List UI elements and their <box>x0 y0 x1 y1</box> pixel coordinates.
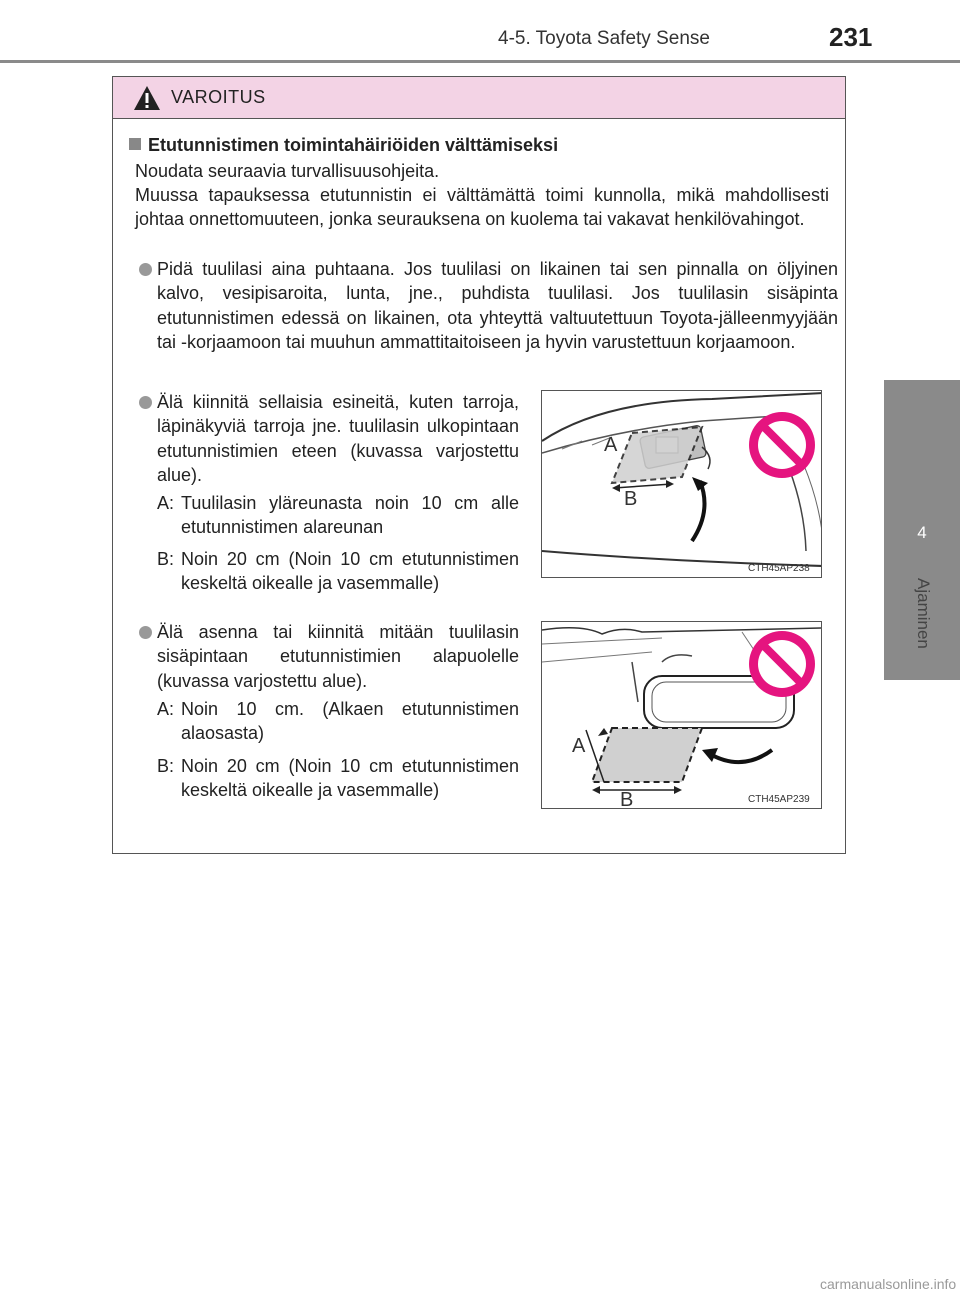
figure-label-a: A <box>604 434 618 456</box>
header-divider <box>0 60 960 63</box>
section-title: 4-5. Toyota Safety Sense <box>498 28 710 49</box>
warning-title: VAROITUS <box>171 87 266 107</box>
intro-line: Noudata seuraavia turvallisuusohjeita. <box>135 161 440 181</box>
figure-label-b: B <box>620 789 634 809</box>
figure-label-b: B <box>624 488 638 510</box>
figure-code: CTH45AP239 <box>748 794 810 805</box>
warning-heading-text: Etutunnistimen toimintahäiriöiden välttämiseksi <box>148 135 559 155</box>
area-a-text: Tuulilasin yläreunasta noin 10 cm alle etutunnistimen alareunan <box>181 493 519 538</box>
bullet-dot-icon <box>139 396 152 409</box>
area-a-description <box>157 491 519 540</box>
windshield-outside-illustration <box>542 391 822 578</box>
area-b-label: B: <box>157 756 175 776</box>
area-b-description <box>157 754 519 803</box>
area-b-text: Noin 20 cm (Noin 10 cm etutunnistimen keskeltä oikealle ja vasemmalle) <box>181 549 519 594</box>
square-bullet-icon <box>129 138 141 150</box>
watermark: carmanualsonline.info <box>820 1276 957 1292</box>
figure-windshield-outside <box>541 390 822 578</box>
page-number: 231 <box>829 22 873 52</box>
warning-box <box>112 76 846 854</box>
figure-label-a: A <box>572 735 586 757</box>
bullet-text-no-mounting: Älä asenna tai kiinnitä mitään tuulilasin sisäpintaan etutunnistimien alapuolelle (kuvassa varjostettu alue). <box>157 622 519 691</box>
area-b-description <box>157 547 519 596</box>
area-a-label: A: <box>157 493 175 513</box>
windshield-inside-illustration <box>542 622 822 809</box>
warning-heading <box>129 135 558 156</box>
bullet-dot-icon <box>139 626 152 639</box>
intro-paragraph: Muussa tapauksessa etutunnistin ei välttämättä toimi kunnolla, mikä mahdollisesti johtaa onnettomuuteen, jonka seurauksena on kuolema tai vakavat henkilövahingot. <box>135 185 829 230</box>
area-a-text: Noin 10 cm. (Alkaen etutunnistimen alaosasta) <box>181 699 519 744</box>
chapter-label: Ajaminen <box>914 578 933 649</box>
warning-triangle-icon <box>133 85 161 111</box>
area-b-label: B: <box>157 549 175 569</box>
bullet-dot-icon <box>139 263 152 276</box>
prohibition-sign-icon <box>749 631 815 697</box>
area-a-description <box>157 697 519 746</box>
area-a-label: A: <box>157 699 175 719</box>
bullet-text-clean-windshield: Pidä tuulilasi aina puhtaana. Jos tuulilasi on likainen tai sen pinnalla on öljyinen kalvo, vesipisaroita, lunta, jne., puhdista tuulilasi. Jos tuulilasin sisäpinta etutunnistimen edessä on likainen, ota yhteyttä valtuutettuun Toyota-jälleenmyyjään tai -korjaamoon tai muuhun ammattitaitoiseen ja hyvin varustettuun korjaamoon. <box>157 259 838 352</box>
prohibition-sign-icon <box>749 412 815 478</box>
warning-header <box>113 77 845 119</box>
figure-windshield-inside <box>541 621 822 809</box>
bullet-text-no-stickers: Älä kiinnitä sellaisia esineitä, kuten tarroja, läpinäkyviä tarroja jne. tuulilasin ulkopintaan etutunnistimien eteen (kuvassa varjostettu alue). <box>157 392 519 485</box>
area-b-text: Noin 20 cm (Noin 10 cm etutunnistimen keskeltä oikealle ja vasemmalle) <box>181 756 519 801</box>
figure-code: CTH45AP238 <box>748 563 810 574</box>
chapter-number: 4 <box>917 523 927 542</box>
